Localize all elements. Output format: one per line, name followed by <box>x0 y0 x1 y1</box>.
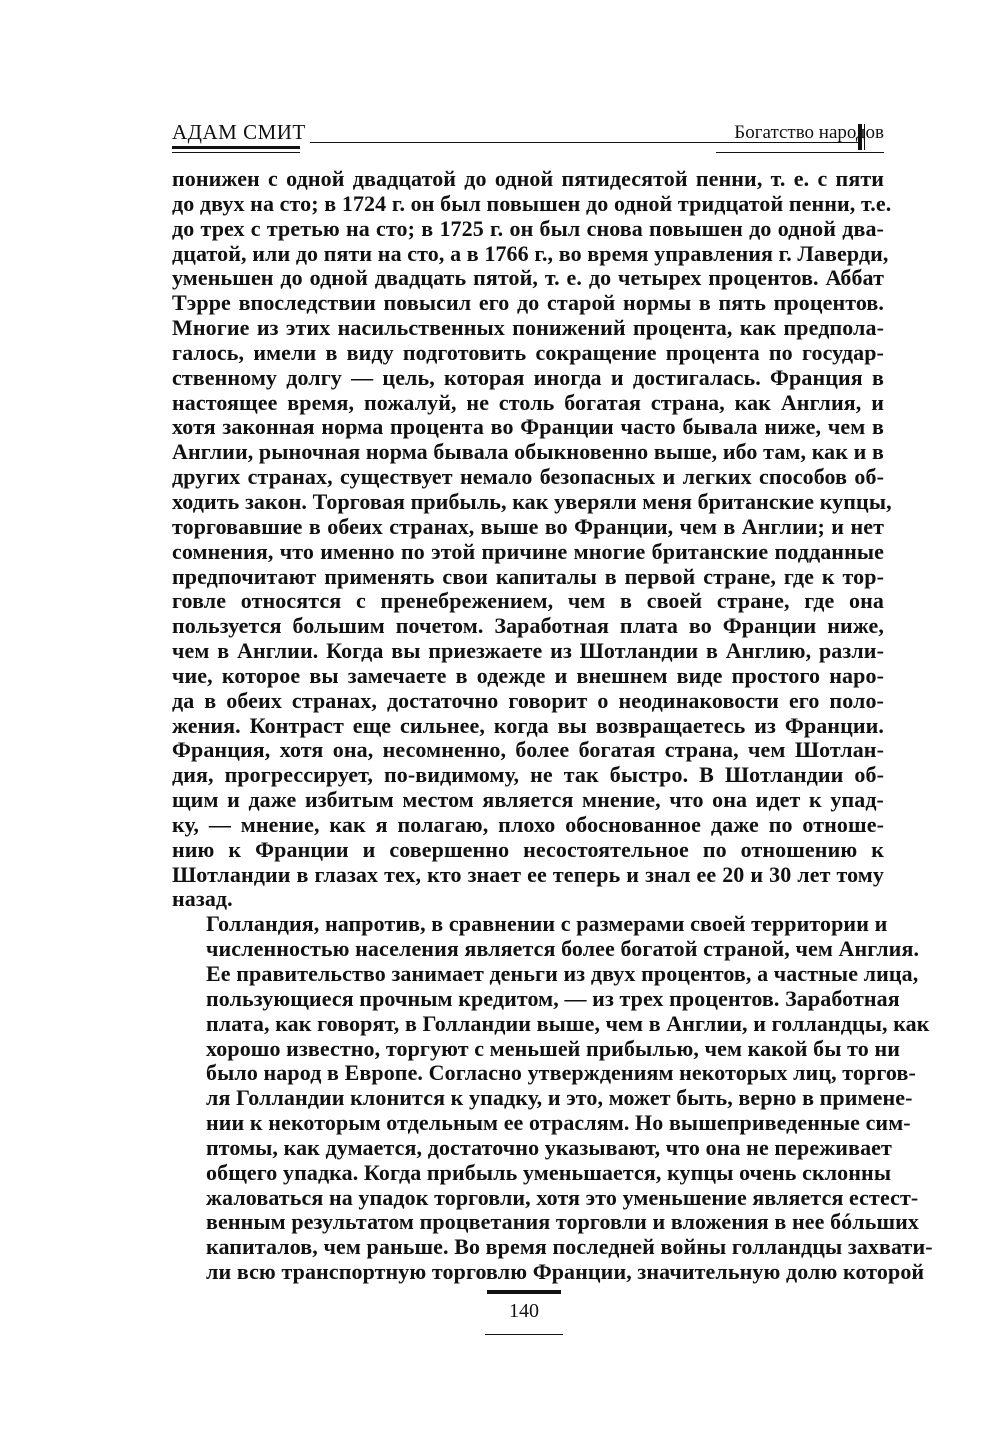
text-line: Ее правительство занимает деньги из двух процентов, а частные лица, <box>206 961 919 986</box>
text-line: Тэрре впоследствии повысил его до старой нормы в пять процентов. <box>172 290 884 316</box>
text-line: капиталов, чем раньше. Во время последней войны голландцы захвати- <box>206 1234 933 1260</box>
text-line: общего упадка. Когда прибыль уменьшается, купцы очень склонны <box>206 1159 892 1185</box>
page-footer <box>485 1290 563 1350</box>
text-line: хорошо известно, торгуют с меньшей прибылью, чем какой бы то ни <box>206 1035 901 1061</box>
text-line: сомнения, что именно по этой причине многие британские подданные <box>172 538 884 564</box>
text-line: дцатой, или до пяти на сто, а в 1766 г., во время управления г. Лаверди, <box>172 240 889 266</box>
header-left-thick-rule <box>172 146 300 149</box>
text-line: пользуется большим почетом. Заработная плата во Франции ниже, <box>172 613 884 639</box>
body-text <box>172 166 933 1285</box>
text-line: до двух на сто; в 1724 г. он был повышен до одной тридцатой пенни, т.е. <box>172 190 892 216</box>
text-line: до трех с третью на сто; в 1725 г. он был снова повышен до одной два- <box>172 215 884 241</box>
text-line: ственному долгу — цель, которая иногда и достигалась. Франция в <box>172 364 884 390</box>
text-line: назад. <box>172 886 233 912</box>
text-line: Франция, хотя она, несомненно, более богатая страна, чем Шотлан- <box>172 737 884 763</box>
text-line: пользующиеся прочным кредитом, — из трех процентов. Заработная <box>206 985 900 1011</box>
text-line: венным результатом процветания торговли и вложения в нее бóльших <box>206 1209 919 1235</box>
text-line: говле относятся с пренебрежением, чем в своей стране, где она <box>172 588 884 614</box>
text-line: Англии, рыночная норма бывала обыкновенно выше, ибо там, как и в <box>172 439 884 465</box>
header-left-thin-rule <box>172 152 300 153</box>
running-header <box>172 112 884 156</box>
header-right-rule <box>716 152 884 153</box>
footer-rule <box>485 1334 563 1335</box>
text-line: галось, имели в виду подготовить сокращение процента по государ- <box>172 339 884 365</box>
footer-ornament-bar <box>487 1290 561 1294</box>
text-line: понижен с одной двадцатой до одной пятидесятой пенни, т. е. с пяти <box>172 166 884 191</box>
text-line: торговавшие в обеих странах, выше во Франции, чем в Англии; и нет <box>172 513 884 539</box>
text-line: ходить закон. Торговая прибыль, как уверяли меня британские купцы, <box>172 488 892 514</box>
text-line: да в обеих странах, достаточно говорит о неодинаковости его поло- <box>172 687 884 713</box>
text-line: ля Голландии клонится к упадку, и это, может быть, верно в примене- <box>206 1085 913 1111</box>
page-number: 140 <box>509 1300 539 1322</box>
text-line: жаловаться на упадок торговли, хотя это уменьшение является естест- <box>206 1184 919 1210</box>
text-line: Многие из этих насильственных понижений процента, как предпола- <box>172 315 884 341</box>
text-line: чие, которое вы замечаете в одежде и внешнем виде простого наро- <box>172 662 884 688</box>
text-line: нию к Франции и совершенно несостоятельное по отношению к <box>172 836 884 862</box>
text-line: нии к некоторым отдельным ее отраслям. Но вышеприведенные сим- <box>206 1110 911 1136</box>
text-line: жения. Контраст еще сильнее, когда вы возвращаетесь из Франции. <box>172 712 884 738</box>
text-line: Голландия, напротив, в сравнении с размерами своей территории и <box>206 911 888 937</box>
header-book-title: Богатство народов <box>734 122 884 143</box>
text-line: птомы, как думается, достаточно указывают, что она не переживает <box>206 1134 892 1160</box>
text-line: ли всю транспортную торговлю Франции, значительную долю которой <box>206 1259 925 1285</box>
text-line: других странах, существует немало безопасных и легких способов об- <box>172 464 884 490</box>
text-line: ку, — мнение, как я полагаю, плохо обоснованное даже по отноше- <box>172 811 884 837</box>
paragraph-2 <box>172 911 933 1285</box>
text-line: дия, прогрессирует, по-видимому, не так быстро. В Шотландии об- <box>172 762 884 788</box>
text-line: плата, как говорят, в Голландии выше, чем в Англии, и голландцы, как <box>206 1010 930 1036</box>
text-line: настоящее время, пожалуй, не столь богатая страна, как Англия, и <box>172 389 884 415</box>
paragraph-1 <box>172 166 892 912</box>
text-line: было народ в Европе. Согласно утверждениям некоторых лиц, торгов- <box>206 1060 916 1086</box>
text-line: уменьшен до одной двадцать пятой, т. е. до четырех процентов. Аббат <box>172 265 884 291</box>
text-line: численностью населения является более богатой страной, чем Англия. <box>206 936 920 962</box>
text-line: Шотландии в глазах тех, кто знает ее теперь и знал ее 20 и 30 лет тому <box>172 861 884 887</box>
text-line: чем в Англии. Когда вы приезжаете из Шотландии в Англию, разли- <box>172 638 884 664</box>
text-line: хотя законная норма процента во Франции часто бывала ниже, чем в <box>172 414 884 440</box>
header-author: АДАМ СМИТ <box>172 120 306 144</box>
text-line: предпочитают применять свои капиталы в первой стране, где к тор- <box>172 563 884 589</box>
text-line: щим и даже избитым местом является мнение, что она идет к упад- <box>172 787 884 813</box>
